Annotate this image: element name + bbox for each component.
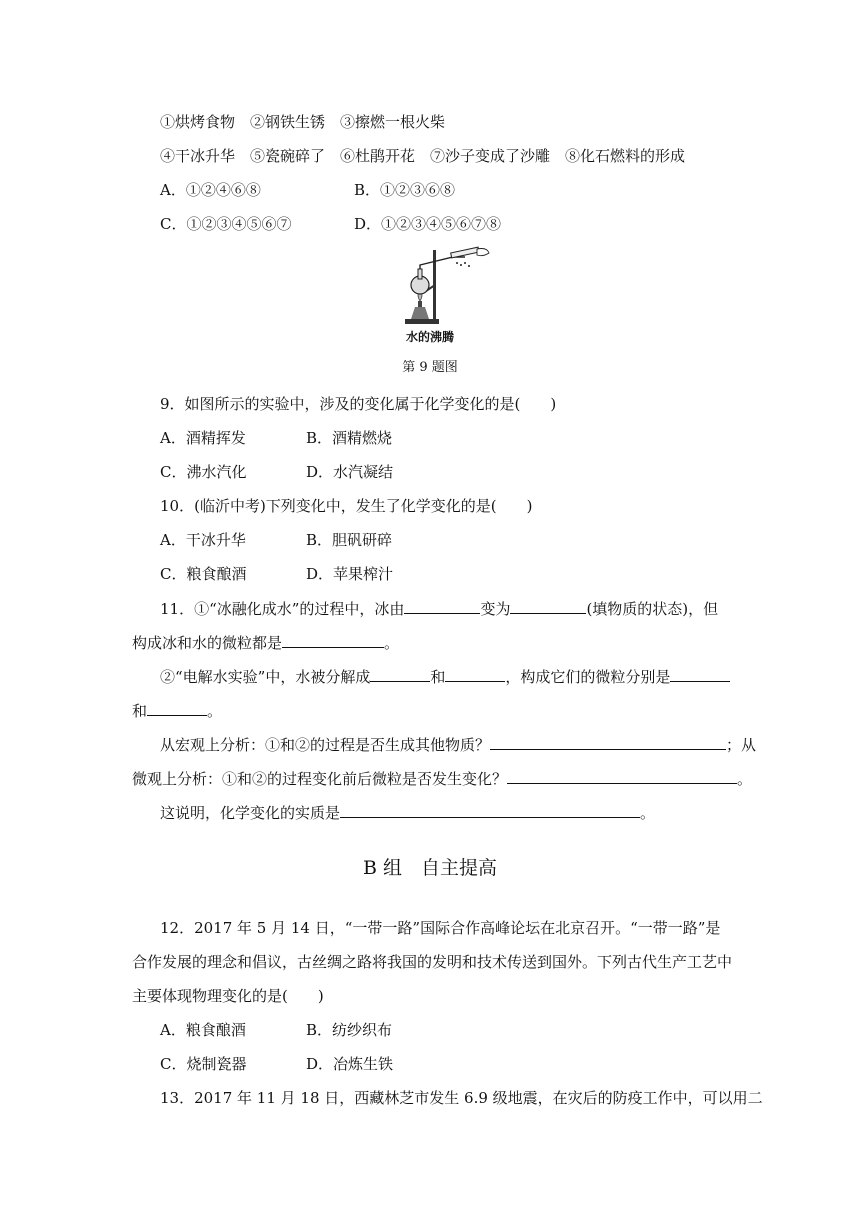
q11-line-1: [160, 598, 718, 619]
q11-text: 微观上分析：①和②的过程变化前后微粒是否发生变化？: [132, 770, 508, 788]
q11-text: 和: [430, 668, 446, 686]
q12-option-c: C．烧制瓷器: [160, 1055, 247, 1073]
answer-blank[interactable]: [370, 666, 430, 682]
answer-blank[interactable]: [445, 666, 505, 682]
q10-option-a: A．干冰升华: [160, 531, 246, 549]
q11-text: 构成冰和水的微粒都是: [132, 634, 283, 652]
q11-text: ②“电解水实验”中，水被分解成: [160, 668, 371, 686]
q12-line-3: 主要体现物理变化的是( ): [132, 987, 324, 1005]
figure-caption: 第 9 题图: [402, 360, 458, 375]
q12-line-2: 合作发展的理念和倡议，古丝绸之路将我国的发明和技术传送到国外。下列古代生产工艺中: [132, 953, 733, 971]
answer-blank[interactable]: [404, 598, 480, 614]
q11-line-3: [160, 666, 730, 687]
q11-text: (填物质的状态)，但: [586, 600, 719, 618]
answer-blank[interactable]: [147, 700, 207, 716]
q8-items-line-2: ④干冰升华 ⑤瓷碗碎了 ⑥杜鹃开花 ⑦沙子变成了沙雕 ⑧化石燃料的形成: [160, 147, 686, 165]
q11-text: 变为: [480, 600, 511, 618]
q10-stem: 10．(临沂中考)下列变化中，发生了化学变化的是( ): [160, 497, 533, 515]
q11-text: 从宏观上分析：①和②的过程是否生成其他物质？: [160, 736, 491, 754]
q11-line-6: [132, 768, 752, 789]
q11-text: ，构成它们的微粒分别是: [505, 668, 671, 686]
q12-line-1: 12．2017 年 5 月 14 日，“一带一路”国际合作高峰论坛在北京召开。“一带一路”是: [160, 919, 721, 937]
q11-line-4: [132, 700, 222, 721]
q8-option-a: A．①②④⑥⑧: [160, 181, 261, 199]
q11-line-5: [160, 734, 756, 755]
q12-option-b: B．纺纱织布: [306, 1021, 393, 1039]
q9-option-a: A．酒精挥发: [160, 429, 246, 447]
q11-line-2: [132, 632, 399, 653]
q8-option-d: D．①②③④⑤⑥⑦⑧: [354, 215, 502, 233]
answer-blank[interactable]: [670, 666, 730, 682]
q10-option-b: B．胆矾研碎: [306, 531, 393, 549]
q10-option-c: C．粮食酿酒: [160, 565, 247, 583]
q9-option-d: D．水汽凝结: [306, 463, 394, 481]
q12-option-a: A．粮食酿酒: [160, 1021, 246, 1039]
q11-text: 。: [207, 702, 223, 720]
answer-blank[interactable]: [340, 802, 640, 818]
q9-option-b: B．酒精燃烧: [306, 429, 393, 447]
q11-text: 。: [737, 770, 753, 788]
q11-line-7: [160, 802, 655, 823]
answer-blank[interactable]: [282, 632, 384, 648]
q9-option-c: C．沸水汽化: [160, 463, 247, 481]
q11-text: 这说明，化学变化的实质是: [160, 804, 341, 822]
q13-line-1: 13．2017 年 11 月 18 日，西藏林芝市发生 6.9 级地震，在灾后的防疫工作中，可以用二: [160, 1089, 763, 1107]
section-b-heading: B 组 自主提高: [362, 857, 497, 879]
q10-option-d: D．苹果榨汁: [306, 565, 394, 583]
answer-blank[interactable]: [510, 598, 586, 614]
q9-stem: 9．如图所示的实验中，涉及的变化属于化学变化的是( ): [160, 395, 557, 413]
q8-option-b: B．①②③⑥⑧: [354, 181, 456, 199]
q11-text: ；从: [726, 736, 757, 754]
q12-option-d: D．冶炼生铁: [306, 1055, 394, 1073]
answer-blank[interactable]: [507, 768, 737, 784]
q11-text: 。: [640, 804, 656, 822]
q8-items-line-1: ①烘烤食物 ②钢铁生锈 ③擦燃一根火柴: [160, 113, 446, 131]
figure-label: 水的沸腾: [405, 330, 454, 344]
answer-blank[interactable]: [490, 734, 726, 750]
q8-option-c: C．①②③④⑤⑥⑦: [160, 215, 292, 233]
q11-text: 11．①“冰融化成水”的过程中，冰由: [160, 600, 405, 618]
q11-text: 和: [132, 702, 148, 720]
q11-text: 。: [384, 634, 400, 652]
